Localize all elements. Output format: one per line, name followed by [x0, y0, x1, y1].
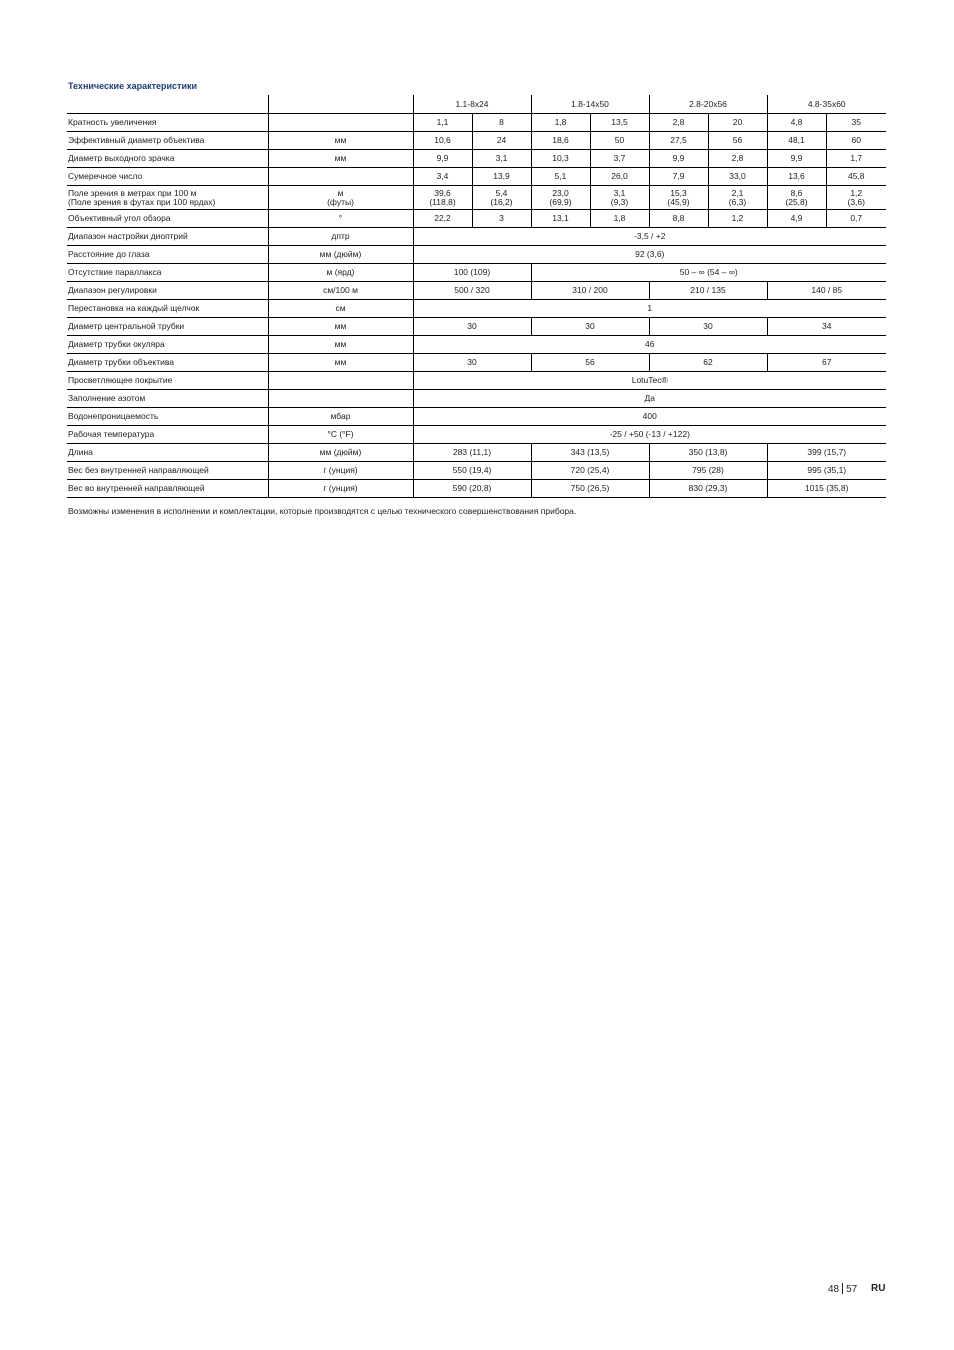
value-cell — [413, 300, 886, 318]
value-cell — [531, 480, 649, 498]
language-code: RU — [871, 1283, 886, 1294]
row-label — [67, 408, 268, 426]
row-unit-text: г (унция) — [323, 465, 358, 476]
value-text: 13,6 — [788, 171, 805, 182]
value-text: 39,6 — [434, 187, 451, 198]
row-label — [67, 132, 268, 150]
value-text-2: (25,8) — [785, 196, 808, 207]
row-label-text: Кратность увеличения — [68, 117, 157, 128]
value-text: 8,6 — [790, 187, 803, 198]
value-cell — [413, 186, 472, 210]
table-row — [67, 246, 886, 264]
row-unit — [268, 390, 413, 408]
value-text: 33,0 — [729, 171, 746, 182]
row-unit-text: мм — [334, 321, 347, 332]
value-text: 24 — [496, 135, 507, 146]
value-text-2: (45,9) — [667, 196, 690, 207]
row-unit-text: мм (дюйм) — [319, 249, 362, 260]
table-row — [67, 114, 886, 132]
value-cell — [767, 150, 826, 168]
value-cell — [472, 150, 531, 168]
value-text: 13,5 — [611, 117, 628, 128]
value-cell — [413, 390, 886, 408]
value-cell — [767, 114, 826, 132]
value-cell — [826, 114, 886, 132]
model-header: 4.8-35x60 — [767, 95, 886, 114]
row-label-text: Перестановка на каждый щелчок — [68, 303, 200, 314]
value-cell — [413, 408, 886, 426]
table-row — [67, 318, 886, 336]
value-text: 30 — [467, 321, 477, 332]
value-cell — [413, 318, 531, 336]
specifications-table — [67, 95, 886, 498]
table-row — [67, 210, 886, 228]
row-unit — [268, 264, 413, 282]
row-unit — [268, 336, 413, 354]
row-unit-text: ° — [338, 213, 343, 224]
value-cell — [413, 480, 531, 498]
value-cell — [649, 210, 708, 228]
value-text: 9,9 — [436, 153, 449, 164]
value-text: -3,5 / +2 — [634, 231, 666, 242]
row-label-text-2: (Поле зрения в футах при 100 ярдах) — [68, 196, 216, 207]
value-text: 399 (15,7) — [807, 447, 847, 458]
model-header: 1.8-14x50 — [531, 95, 649, 114]
value-text: 210 / 135 — [690, 285, 726, 296]
row-unit-text: м — [337, 187, 344, 198]
row-label-text: Эффективный диаметр объектива — [68, 135, 205, 146]
row-label-text: Отсутствие параллакса — [68, 267, 162, 278]
value-cell — [590, 150, 649, 168]
value-text: 8,8 — [672, 213, 685, 224]
value-cell — [472, 114, 531, 132]
value-text: 283 (11,1) — [452, 447, 492, 458]
table-row — [67, 390, 886, 408]
row-unit — [268, 372, 413, 390]
value-cell — [413, 168, 472, 186]
value-text-2: (69,9) — [549, 196, 572, 207]
value-cell — [767, 462, 886, 480]
value-text: 45,8 — [847, 171, 865, 182]
row-unit — [268, 318, 413, 336]
value-text: 310 / 200 — [572, 285, 608, 296]
value-text-2: (6,3) — [728, 196, 747, 207]
value-cell — [531, 354, 649, 372]
value-text: 50 — [614, 135, 625, 146]
value-text: 1,2 — [731, 213, 744, 224]
page-number — [828, 1283, 857, 1295]
value-text: 13,1 — [552, 213, 569, 224]
value-cell — [649, 354, 767, 372]
value-text: 30 — [703, 321, 713, 332]
value-cell — [413, 372, 886, 390]
value-text: 35 — [851, 117, 861, 128]
value-text: 34 — [822, 321, 832, 332]
value-cell — [531, 318, 649, 336]
value-text: 30 — [585, 321, 595, 332]
value-cell — [413, 354, 531, 372]
value-text: 46 — [645, 339, 655, 350]
table-row — [67, 444, 886, 462]
row-label — [67, 480, 268, 498]
value-cell — [767, 168, 826, 186]
value-cell — [649, 114, 708, 132]
table-row — [67, 480, 886, 498]
table-row — [67, 336, 886, 354]
value-text: 23,0 — [552, 187, 569, 198]
value-cell — [708, 150, 767, 168]
value-cell — [708, 114, 767, 132]
value-text: 50 – ∞ (54 – ∞) — [679, 267, 738, 278]
value-cell — [413, 114, 472, 132]
row-label — [67, 318, 268, 336]
value-text: 10,3 — [552, 153, 569, 164]
value-text: 995 (35,1) — [807, 465, 847, 476]
row-label — [67, 246, 268, 264]
table-row — [67, 228, 886, 246]
value-cell — [413, 444, 531, 462]
row-label-text: Сумеречное число — [68, 171, 143, 182]
value-text: 3,1 — [613, 187, 626, 198]
value-cell — [649, 132, 708, 150]
row-unit — [268, 300, 413, 318]
value-cell — [708, 210, 767, 228]
table-row — [67, 300, 886, 318]
value-cell — [708, 168, 767, 186]
value-cell — [708, 186, 767, 210]
row-unit — [268, 132, 413, 150]
row-unit-text: м (ярд) — [326, 267, 355, 278]
row-unit-text: дптр — [331, 231, 350, 242]
value-cell — [590, 168, 649, 186]
value-text: 1015 (35,8) — [805, 483, 849, 494]
value-cell — [767, 186, 826, 210]
row-label — [67, 300, 268, 318]
model-header: 1.1-8x24 — [413, 95, 531, 114]
row-unit-text: мбар — [330, 411, 351, 422]
row-label-text: Поле зрения в метрах при 100 м — [68, 187, 197, 198]
value-cell — [767, 480, 886, 498]
row-unit — [268, 480, 413, 498]
value-cell — [531, 186, 590, 210]
row-label — [67, 114, 268, 132]
value-text: 13,9 — [493, 171, 510, 182]
value-text: 0,7 — [850, 213, 863, 224]
row-label-text: Диаметр трубки объектива — [68, 357, 175, 368]
table-row — [67, 168, 886, 186]
value-cell — [531, 150, 590, 168]
value-text: 3,4 — [436, 171, 449, 182]
value-cell — [826, 150, 886, 168]
row-label — [67, 282, 268, 300]
table-row — [67, 372, 886, 390]
value-text: 500 / 320 — [454, 285, 490, 296]
value-text-2: (9,3) — [610, 196, 629, 207]
row-label — [67, 372, 268, 390]
value-cell — [413, 282, 531, 300]
row-label — [67, 462, 268, 480]
value-cell — [531, 444, 649, 462]
row-unit — [268, 354, 413, 372]
table-row — [67, 282, 886, 300]
row-unit-text: г (унция) — [323, 483, 358, 494]
value-cell — [590, 132, 649, 150]
value-text: LotuTec® — [631, 375, 668, 386]
value-text: 2,1 — [731, 187, 744, 198]
value-text: 590 (20,8) — [452, 483, 492, 494]
value-cell — [531, 264, 886, 282]
value-text: 26,0 — [611, 171, 628, 182]
row-label-text: Диаметр выходного зрачка — [68, 153, 175, 164]
value-text: 20 — [732, 117, 743, 128]
value-cell — [767, 444, 886, 462]
value-text: 5,4 — [495, 187, 508, 198]
row-label-text: Расстояние до глаза — [68, 249, 150, 260]
value-cell — [826, 210, 886, 228]
value-cell — [767, 318, 886, 336]
table-row — [67, 354, 886, 372]
value-text: 5,1 — [554, 171, 567, 182]
value-text: 48,1 — [788, 135, 805, 146]
row-label-text: Рабочая температура — [68, 429, 155, 440]
row-label — [67, 264, 268, 282]
row-label — [67, 210, 268, 228]
row-label — [67, 228, 268, 246]
value-cell — [649, 282, 767, 300]
value-text: 10,6 — [434, 135, 451, 146]
row-unit-text: мм — [334, 153, 347, 164]
value-cell — [413, 150, 472, 168]
value-text-2: (118,8) — [429, 196, 456, 207]
value-cell — [531, 132, 590, 150]
row-label-text: Просветляющее покрытие — [68, 375, 173, 386]
table-row — [67, 132, 886, 150]
value-text: 350 (13,8) — [688, 447, 728, 458]
value-text: 3,1 — [495, 153, 508, 164]
row-label-text: Объективный угол обзора — [68, 213, 171, 224]
value-cell — [826, 186, 886, 210]
value-cell — [472, 186, 531, 210]
value-cell — [649, 318, 767, 336]
value-text: 795 (28) — [692, 465, 724, 476]
table-row — [67, 462, 886, 480]
value-text-2: (3,6) — [847, 196, 865, 207]
row-unit — [268, 282, 413, 300]
value-cell — [413, 210, 472, 228]
value-cell — [649, 150, 708, 168]
row-unit-text-2: (футы) — [327, 196, 354, 207]
row-unit — [268, 150, 413, 168]
row-unit — [268, 444, 413, 462]
row-label-text: Водонепроницаемость — [68, 411, 159, 422]
table-row — [67, 150, 886, 168]
value-text: 92 (3,6) — [635, 249, 665, 260]
value-text: 100 (109) — [453, 267, 491, 278]
row-unit — [268, 246, 413, 264]
value-cell — [531, 282, 649, 300]
value-text: 15,3 — [670, 187, 687, 198]
row-label-text: Вес без внутренней направляющей — [68, 465, 209, 476]
value-cell — [826, 132, 886, 150]
row-unit — [268, 426, 413, 444]
value-cell — [472, 210, 531, 228]
value-cell — [413, 336, 886, 354]
value-text: 27,5 — [670, 135, 687, 146]
table-row — [67, 186, 886, 210]
value-text-2: (16,2) — [490, 196, 513, 207]
value-cell — [413, 246, 886, 264]
row-unit — [268, 186, 413, 210]
value-text: 30 — [467, 357, 477, 368]
table-row — [67, 408, 886, 426]
row-unit — [268, 408, 413, 426]
value-text: 7,9 — [672, 171, 685, 182]
value-text: -25 / +50 (-13 / +122) — [609, 429, 690, 440]
value-text: Да — [644, 393, 655, 404]
value-cell — [413, 462, 531, 480]
value-cell — [767, 282, 886, 300]
row-label-text: Диапазон регулировки — [68, 285, 157, 296]
value-text: 9,9 — [672, 153, 685, 164]
value-cell — [472, 132, 531, 150]
value-text: 67 — [822, 357, 832, 368]
value-text: 343 (13,5) — [570, 447, 610, 458]
value-text: 1,2 — [850, 187, 863, 198]
row-label — [67, 168, 268, 186]
value-text: 400 — [642, 411, 657, 422]
value-cell — [413, 426, 886, 444]
page-total: 57 — [846, 1284, 858, 1295]
value-text: 3,7 — [613, 153, 626, 164]
row-unit-text: мм — [334, 339, 347, 350]
row-unit-text: °C (°F) — [327, 429, 354, 440]
table-header-row — [67, 95, 886, 114]
row-unit — [268, 462, 413, 480]
value-text: 1,7 — [850, 153, 863, 164]
value-cell — [413, 132, 472, 150]
table-row — [67, 264, 886, 282]
value-text: 8 — [499, 117, 504, 128]
value-text: 56 — [732, 135, 743, 146]
value-text: 62 — [703, 357, 713, 368]
row-label-text: Диаметр центральной трубки — [68, 321, 185, 332]
value-cell — [472, 168, 531, 186]
value-text: 56 — [585, 357, 595, 368]
value-cell — [649, 462, 767, 480]
value-text: 1,1 — [436, 117, 449, 128]
value-cell — [590, 210, 649, 228]
value-cell — [531, 114, 590, 132]
footnote: Возможны изменения в исполнении и комплектации, которые производятся с целью технического совершенствования прибора. — [68, 506, 577, 516]
row-unit-text: мм — [334, 357, 347, 368]
value-cell — [649, 444, 767, 462]
value-cell — [649, 168, 708, 186]
row-unit-text: см — [335, 303, 346, 314]
page-current: 48 — [828, 1284, 840, 1295]
value-text: 4,9 — [790, 213, 803, 224]
row-unit-text: мм (дюйм) — [319, 447, 362, 458]
value-cell — [767, 210, 826, 228]
row-label — [67, 444, 268, 462]
value-text: 3 — [499, 213, 504, 224]
value-text: 22,2 — [434, 213, 451, 224]
value-cell — [590, 114, 649, 132]
value-cell — [413, 228, 886, 246]
row-unit-text: мм — [334, 135, 347, 146]
row-label — [67, 336, 268, 354]
value-cell — [590, 186, 649, 210]
value-text: 750 (26,5) — [570, 483, 610, 494]
value-cell — [531, 210, 590, 228]
value-cell — [413, 264, 531, 282]
header-unit-cell — [268, 95, 413, 114]
row-unit — [268, 168, 413, 186]
value-text: 1 — [647, 303, 653, 314]
row-label — [67, 150, 268, 168]
row-unit — [268, 228, 413, 246]
row-label — [67, 426, 268, 444]
header-label-cell — [67, 95, 268, 114]
value-cell — [826, 168, 886, 186]
value-cell — [767, 354, 886, 372]
row-label — [67, 354, 268, 372]
value-cell — [708, 132, 767, 150]
section-title: Технические характеристики — [68, 81, 198, 91]
value-text: 9,9 — [790, 153, 803, 164]
row-label-text: Диаметр трубки окуляра — [68, 339, 165, 350]
value-text: 1,8 — [554, 117, 567, 128]
row-label — [67, 186, 268, 210]
row-label-text: Диапазон настройки диоптрий — [68, 231, 188, 242]
row-unit — [268, 210, 413, 228]
value-text: 2,8 — [672, 117, 685, 128]
row-label — [67, 390, 268, 408]
value-text: 550 (19,4) — [452, 465, 492, 476]
page-separator — [842, 1283, 843, 1294]
row-unit — [268, 114, 413, 132]
value-text: 60 — [851, 135, 861, 146]
value-text: 140 / 85 — [811, 285, 843, 296]
value-cell — [767, 132, 826, 150]
value-text: 18,6 — [552, 135, 569, 146]
value-text: 1,8 — [613, 213, 626, 224]
value-cell — [531, 462, 649, 480]
model-header: 2.8-20x56 — [649, 95, 767, 114]
value-text: 2,8 — [731, 153, 744, 164]
value-cell — [531, 168, 590, 186]
row-label-text: Заполнение азотом — [68, 393, 146, 404]
row-label-text: Вес во внутренней направляющей — [68, 483, 205, 494]
row-unit-text: см/100 м — [323, 285, 358, 296]
value-text: 830 (29,3) — [688, 483, 728, 494]
row-label-text: Длина — [68, 447, 93, 458]
value-text: 4,8 — [790, 117, 803, 128]
value-cell — [649, 186, 708, 210]
value-text: 720 (25,4) — [570, 465, 610, 476]
table-row — [67, 426, 886, 444]
value-cell — [649, 480, 767, 498]
